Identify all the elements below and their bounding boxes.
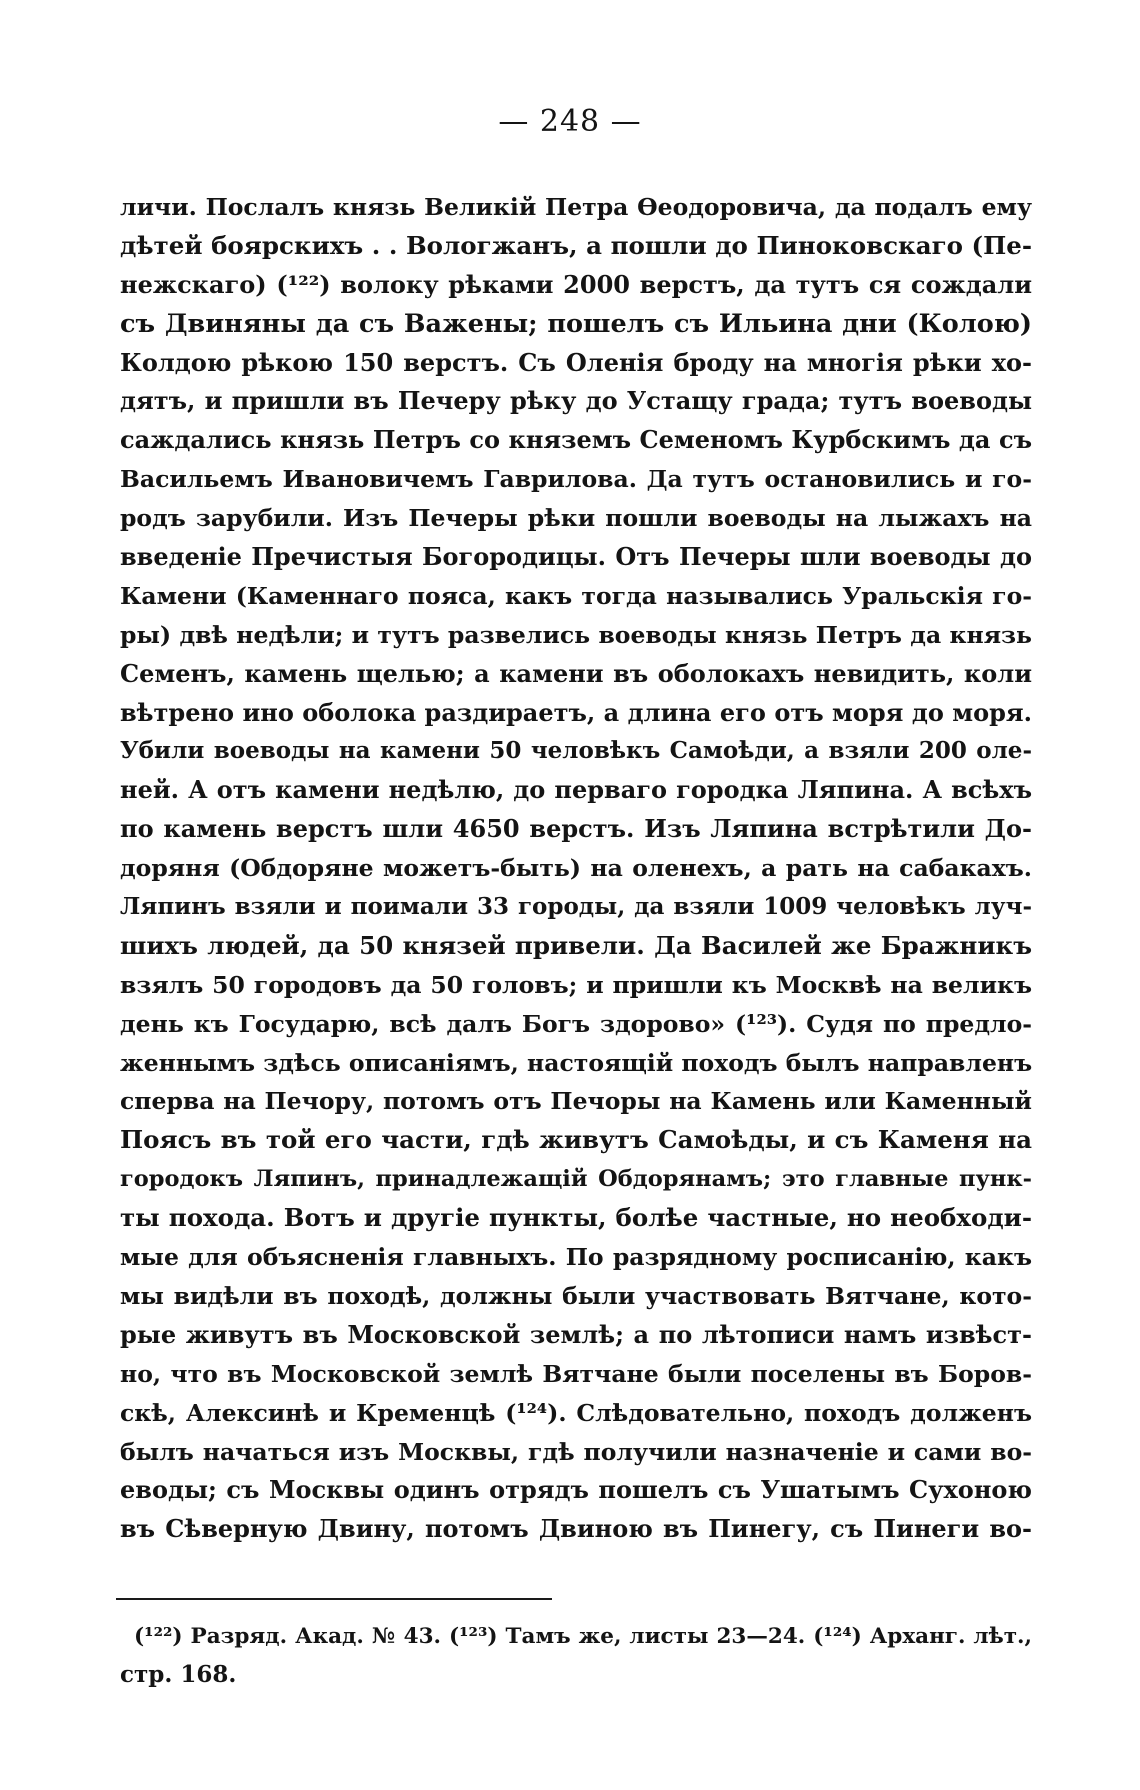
text-line: ры) двѣ недѣли; и тутъ развелись воеводы князь Петръ да князь xyxy=(120,620,1032,649)
text-line: съ Двиняны да съ Важены; пошелъ съ Ильина дни (Колою) xyxy=(120,308,1032,339)
text-line: былъ начаться изъ Москвы, гдѣ получили назначеніе и сами во- xyxy=(120,1437,1032,1466)
text-line: дѣтей боярскихъ . . Вологжанъ, а пошли до Пиноковскаго (Пе- xyxy=(120,230,1032,260)
text-line: рые живутъ въ Московской землѣ; а по лѣтописи намъ извѣст- xyxy=(120,1319,1032,1349)
text-line: родъ зарубили. Изъ Печеры рѣки пошли воеводы на лыжахъ на xyxy=(120,504,1032,533)
text-line: взялъ 50 городовъ да 50 головъ; и пришли къ Москвѣ на великъ xyxy=(120,970,1032,999)
page-number: — 248 — xyxy=(498,104,642,139)
text-line: шихъ людей, да 50 князей привели. Да Василей же Бражникъ xyxy=(120,930,1032,960)
text-line: въ Сѣверную Двину, потомъ Двиною въ Пинегу, съ Пинеги во- xyxy=(120,1514,1032,1544)
text-line: личи. Послалъ князь Великій Петра Өеодоровича, да подалъ ему xyxy=(120,193,1032,221)
text-line: вѣтрено ино оболока раздираетъ, а длина его отъ моря до моря. xyxy=(120,697,1032,727)
text-line: сперва на Печору, потомъ отъ Печоры на Камень или Каменный xyxy=(120,1087,1032,1116)
text-line: еводы; съ Москвы одинъ отрядъ пошелъ съ Ушатымъ Сухоною xyxy=(120,1475,1032,1505)
text-line: городокъ Ляпинъ, принадлежащій Обдорянамъ; это главные пунк- xyxy=(120,1166,1032,1193)
footnotes xyxy=(120,1618,1032,1694)
text-line: Ляпинъ взяли и поимали 33 городы, да взяли 1009 человѣкъ луч- xyxy=(120,893,1032,921)
text-line: мые для объясненія главныхъ. По разрядному росписанію, какъ xyxy=(120,1243,1032,1272)
text-line: доряня (Обдоряне можетъ-быть) на оленехъ, а рать на сабакахъ. xyxy=(120,854,1032,883)
text-line: Колдою рѣкою 150 верстъ. Съ Оленія броду на многія рѣки хо- xyxy=(120,347,1032,377)
text-line: ты похода. Вотъ и другіе пункты, болѣе частные, но необходи- xyxy=(120,1203,1032,1233)
footnote-divider xyxy=(116,1598,552,1600)
text-line: ней. А отъ камени недѣлю, до перваго городка Ляпина. А всѣхъ xyxy=(120,775,1032,805)
text-line: нежскаго) (¹²²) волоку рѣками 2000 верстъ, да тутъ ся сождали xyxy=(120,269,1032,299)
text-line: по камень верстъ шли 4650 верстъ. Изъ Ляпина встрѣтили До- xyxy=(120,814,1032,844)
text-line: женнымъ здѣсь описаніямъ, настоящій походъ былъ направленъ xyxy=(120,1048,1032,1077)
footnote-line: стр. 168. xyxy=(120,1661,237,1688)
text-line: Убили воеводы на камени 50 человѣкъ Самоѣди, а взяли 200 оле- xyxy=(120,737,1032,765)
text-line: Семенъ, камень щелью; а камени въ оболокахъ невидить, коли xyxy=(120,658,1032,688)
text-line: введеніе Пречистыя Богородицы. Отъ Печеры шли воеводы до xyxy=(120,542,1032,572)
text-line: Васильемъ Ивановичемъ Гаврилова. Да тутъ остановились и го- xyxy=(120,465,1032,494)
text-line: скѣ, Алексинѣ и Кременцѣ (¹²⁴). Слѣдовательно, походъ долженъ xyxy=(120,1398,1032,1427)
text-line: Поясъ въ той его части, гдѣ живутъ Самоѣды, и съ Каменя на xyxy=(120,1125,1032,1155)
text-line: саждались князь Петръ со княземъ Семеномъ Курбскимъ да съ xyxy=(120,425,1032,455)
footnote-line: (¹²²) Разряд. Акад. № 43. (¹²³) Тамъ же, листы 23—24. (¹²⁴) Арханг. лѣт., xyxy=(134,1624,1032,1649)
text-line: день къ Государю, всѣ далъ Богъ здорово» (¹²³). Судя по предло- xyxy=(120,1009,1032,1038)
body-text xyxy=(120,188,1032,1549)
text-line: дятъ, и пришли въ Печеру рѣку до Устащу града; тутъ воеводы xyxy=(120,386,1032,416)
text-line: мы видѣли въ походѣ, должны были участвовать Вятчане, кото- xyxy=(120,1281,1032,1310)
text-line: Камени (Каменнаго пояса, какъ тогда назывались Уральскія го- xyxy=(120,581,1032,610)
text-line: но, что въ Московской землѣ Вятчане были поселены въ Боров- xyxy=(120,1359,1032,1388)
